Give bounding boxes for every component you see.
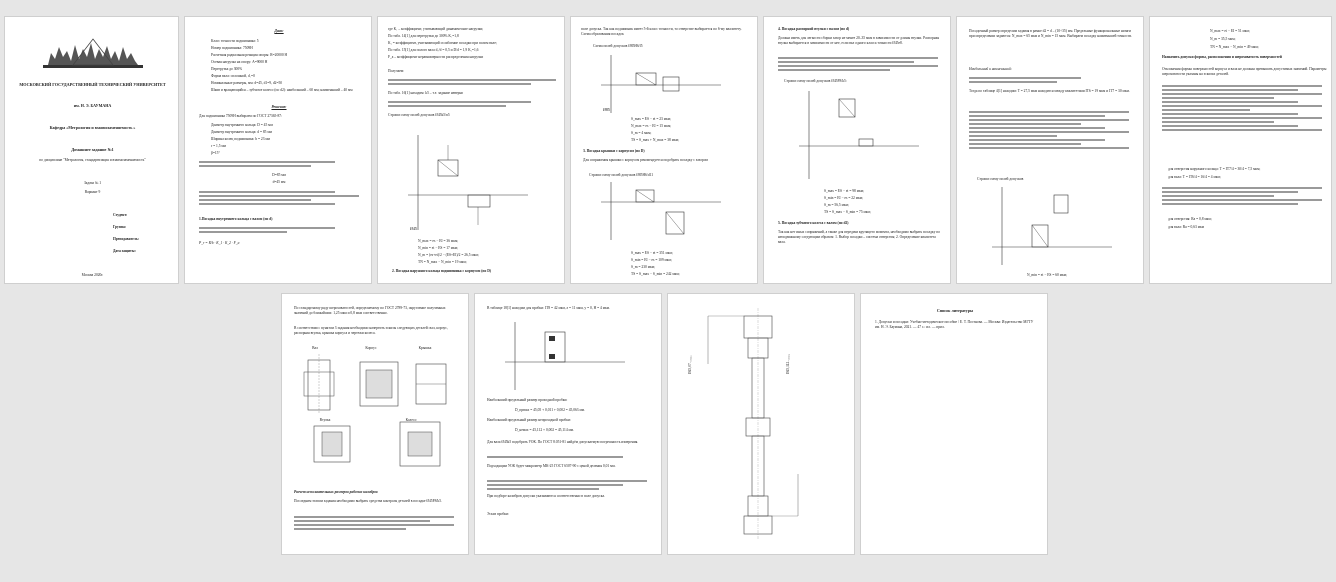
fit-label: Схема полей допусков Ø85H6/l5 [593,44,643,48]
page-11 [860,293,1048,555]
bullet: r = 1,5 мм [211,144,226,148]
tolerance-scheme [799,91,919,186]
text-line: По табл. 14[1] для перегрузки до 300% K₁=1,8 [388,34,459,38]
page-6 [956,16,1144,284]
given-item: Расчетная радиальная реакция опоры: R=20000 Н [211,53,288,57]
reference-item: 1. Допуски и посадки: Учебно-методическое пособие / Е. Т. Постнова. — Москва: Издательство МГТУ им. Н. Э. Баумана, 2021. — 47 с.: ил. — прил. [875,320,1034,330]
page-9 [474,293,662,555]
calc: N_min = ei − ES = 17 мкм; [418,246,459,250]
list-item: для отверстия наружного кольца: Т = IT7/4 = 30/4 = 7,5 мкм; [1168,167,1261,171]
text-line: Должна иметь для легкости сборки зазор не менее 20–35 мкм в зависимости от длины втулки. Распорная втулка выбирается в зависимости от нее, если вал одного класса точности Ø45e8. [778,36,939,46]
calc: N_max = ei − EI = 51 мкм; [1210,29,1250,33]
gauge-plug-drawing [688,304,838,549]
calc: N_min = ei − ES = 60 мкм; [1027,273,1068,277]
bullet: β=15° [211,151,220,155]
text-line: По табл. 15[1] для полого вала d₁/d = 0,5 и D/d = 1,9 K₂=1,6 [388,48,479,52]
given-item: Осевая нагрузка на опору: А=9000 Н [211,60,268,64]
calc: TS = S_max + N_max = 38 мкм; [631,138,680,142]
sketch-label: Вал [312,346,318,350]
list-item: для вала: Т = IT6/4 = 16/4 = 4 мкм; [1168,175,1221,179]
calc: TS = S_max − S_min = 75 мкм; [824,210,871,214]
calc: S_m = 56,5 мкм; [824,203,849,207]
page-4 [570,16,758,284]
section-heading: 3. Посадка крышки с корпусом (по D) [583,149,645,153]
subtitle: Наибольший и наименьший: [969,67,1012,71]
page-7 [1149,16,1332,284]
page-8 [281,293,469,555]
given-heading: Дано: [274,29,284,33]
list-item: для вала: Ra = 0,63 мкм [1168,225,1205,229]
calc: TN = N_max − N_min = 19 мкм; [418,260,467,264]
teacher-label: Преподаватель: [113,237,139,241]
scheme-label: Строим схему полей допусков [977,177,1024,181]
tolerance-scheme [505,322,625,397]
text-line: Эскиз пробки: [487,512,509,516]
formula: D_немax = 45,112 + 0,002 = 45,114 мм. [515,428,574,432]
sketch-label: Крышка [418,346,432,350]
calc: TS = S_max − S_min = 242 мкм; [631,272,680,276]
text-line: поле допуска. Так как подшипник имеет 5-й класс точности, то отверстие выбирается по 6-му квалитету. Схема образования посадок [581,27,742,37]
svg-text:Ø85: Ø85 [603,107,610,112]
section-heading: Назначить допуски формы, расположения и шероховатость поверхностей [1162,55,1282,59]
section-heading: 2. Посадка наружного кольца подшипника с корпусом (по D) [392,269,491,273]
variant: Вариант 9 [84,190,101,194]
text-line: Тогда по таблице 4[1] находим: T = 27,5 мкм находится между квалитетами IT6 = 19 мкм и IT7 = 30 мкм. [969,89,1130,93]
formula: D_прmax = 45,05 + 0,011 + 0,002 = 45,063 мм. [515,408,585,412]
references-title: Список литературы [936,308,974,313]
section-heading: 4. Посадка распорной втулки с валом (по d) [778,27,850,31]
text-line: Последним этапом задания необходимо выбрать средства контроля деталей в посадке Ø45F8/k5. [294,499,442,503]
page-title [4,16,179,284]
given-item: Номинальные размеры, мм: d=45, d1=9, d2=50 [211,81,283,85]
bullet: Ширина колец подшипника: b = 23 мм [211,137,270,141]
solution-heading: Решение: [271,105,287,109]
scheme-label: Строим схему полей допусков Ø85H6/d11 [589,173,654,177]
tolerance-scheme [408,125,528,240]
city-year: Москва 2020г. [81,273,104,277]
text-line: Посадочный размер определим задавая в рамке d2 = d – (10÷35) мм. Предельные функциональные натяги при определении задаются: N_max = 65 мкм и N_min = 15 мкм. Выбираем посадку наименьшей точности. [969,29,1133,39]
sketch-label: Корпус [365,346,377,350]
calc: N_m = (es+ei)/2 − (ES+EI)/2 = 26,5 мкм; [418,253,479,257]
given-item: Форма вала: сплошной, d₁=0 [211,74,255,78]
text-line: Строим схему полей допусков Ø45k5/n5 [388,113,450,117]
page-2 [184,16,372,284]
text-line: По стандартному ряду шероховатостей, определяемому по ГОСТ 2789-73, округление полученных значений до ближайших: 1,25 мкм и 0,8 мкм соответственно. [294,306,446,316]
scheme-label: Строим схему полей допусков Ø45F8/k5: [784,79,847,83]
formula: P_r = R/b · K_1 · K_2 · F_a [199,241,240,245]
calc: S_max = ES − ei = 23 мкм; [631,117,672,121]
text-line: Так как нет иных сопряжений, а также для передачи крутящего момента, необходимо выбрать посадку по неподвижному следующим образом: 1. Выбор посадки – система отверстия; 2. Определение квалитета вала. [778,230,941,245]
dimension-label: Ø45,112₋₀,₀₀₄ [786,353,790,374]
calc: TN = N_max − N_min = 49 мкм; [1210,45,1259,49]
text-line: K₂ = коэффициент, учитывающий ослабление посадки при полом вале; [388,41,497,45]
text-line: В таблице 18[1] находим для пробки: IT8 = 42 мкм, z = 11 мкм, y = 0, H = 4 мкм. [487,306,610,310]
text-line: Наибольший предельный размер непроходной пробки: [487,418,571,422]
calc: S_m = 4 мкм; [631,131,652,135]
date-label: Дата защиты: [113,249,136,253]
size-d-outer: D=85 мм [272,173,286,177]
calc: N_max = es − EI = 36 мкм; [418,239,459,243]
department: Кафедра «Метрология и взаимозаменяемость » [49,125,136,130]
given-item: Шкив и вращающийся – зубчатое колесо (по d2): наибольший – 60 мм; наименьший – 40 мм [211,88,353,92]
detail-sketches [294,352,460,477]
text-line: Для сопряжения крышки с корпусом рекомендуется подобрать посадку с зазором [583,158,708,162]
text-line: Для вала Ø45k5 подобрать УОК. По ГОСТ 8.051-81 найдём допускаемую погрешность измерения. [487,440,639,444]
caption: Расчет исполнительных размеров рабочих калибров [294,490,378,494]
calc: S_m = 230 мкм; [631,265,655,269]
student-label: Студент: [113,213,128,217]
gost-line: Для подшипника 7509H выбираем по ГОСТ 27365-87: [199,114,283,118]
text-line: Отклонения формы поверхностей корпуса и вала не должны превышать допустимых значений. Параметры шероховатости указаны на эскизах деталей. [1162,67,1327,77]
calc: S_min = EI − es = 109 мкм; [631,258,672,262]
discipline: по дисциплине "Метрология, стандартизация и взаимозаменяемость" [39,158,146,162]
given-item: Класс точности подшипника: 5 [211,39,259,43]
section-heading: 5. Посадка зубчатого колеса с валом (по d2) [778,221,849,225]
university-logo [43,37,143,76]
calc: S_max = ES − ei = 98 мкм; [824,189,865,193]
tolerance-scheme [601,55,721,120]
page-10 [667,293,855,555]
university-name: МОСКОВСКИЙ ГОСУДАРСТВЕННЫЙ ТЕХНИЧЕСКИЙ УНИВЕРСИТЕТ [19,82,166,87]
dimension-label: Ø45,07₋₀,₀₀₄ [688,355,692,374]
tolerance-scheme [601,182,721,247]
section-heading: 1.Посадка внутреннего кольца с валом (по d) [199,217,273,221]
work-title: Домашнее задание №1 [71,147,114,152]
calc: N_max = es − EI = 15 мкм; [631,124,672,128]
given-item: Перегрузка до 300% [211,67,243,71]
bullet: Диаметр внутреннего кольца: d = 85 мм [211,130,272,134]
text-line: где K₁ – коэффициент, учитывающий динамические нагрузки; [388,27,484,31]
university-name2: им. Н. Э. БАУМАНА [73,103,112,108]
calc: S_min = EI − es = 22 мкм; [824,196,864,200]
text-line: Получаем: [388,69,405,73]
list-item: для отверстия: Ra = 0,8 мкм; [1168,217,1212,221]
given-item: Номер подшипника: 7509H [211,46,253,50]
sketch-label: Втулка [319,418,331,422]
calc: S_max = ES − ei = 351 мкм; [631,251,673,255]
tolerance-scheme [992,187,1112,272]
svg-text:Ø45: Ø45 [410,226,417,231]
text-line: По табл. 16[1] находим: k5 – т.е. задание неверно [388,91,464,95]
calc: N_m = 35,5 мкм; [1210,37,1236,41]
text-line: Подходящим УОК будет микрометр МК-25 ГОСТ 6507-90 с ценой деления 0,01 мм. [487,464,616,468]
sketch-label: Колесо [405,418,417,422]
text-line: В соответствии с пунктом 3 задания необходимо начертить эскизы следующих деталей: вал, корпус, распорная втулка, крышка корпуса и чертежи колеса. [294,326,448,336]
size-d-inner: d=45 мм [272,180,286,184]
task-number: Задача № 1 [83,181,102,185]
group-label: Группа: [113,225,126,229]
text-line: Наибольший предельный размер проходной пробки: [487,398,568,402]
page-3 [377,16,565,284]
text-line: При подборе калибров допуски указываются соответственно в поле допуска. [487,494,605,498]
page-5 [763,16,951,284]
bullet: Диаметр внутреннего кольца: D = 45 мм [211,123,273,127]
text-line: F_a – коэффициент неравномерности распределения нагрузки [388,55,484,59]
